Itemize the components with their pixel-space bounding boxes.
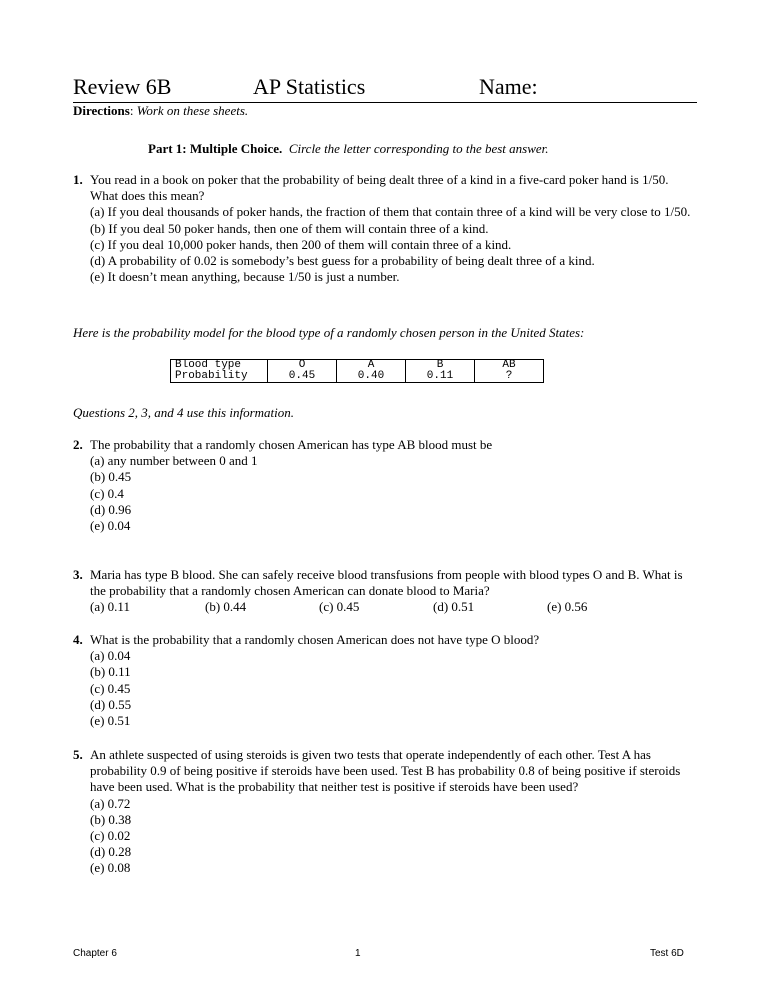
- footer-page-number: 1: [355, 948, 361, 959]
- review-title: Review 6B: [73, 74, 172, 99]
- choice-e[interactable]: (e) It doesn’t mean anything, because 1/50 is just a number.: [90, 269, 400, 285]
- choice-c[interactable]: (c) 0.02: [90, 828, 131, 844]
- choice-e[interactable]: (e) 0.56: [547, 599, 588, 615]
- course-title: AP Statistics: [253, 74, 366, 99]
- part1-heading: [148, 141, 549, 157]
- model-intro: Here is the probability model for the blood type of a randomly chosen person in the United States:: [73, 325, 585, 340]
- question-number: 5.: [73, 747, 83, 762]
- question-stem: Maria has type B blood. She can safely receive blood transfusions from people with blood types O and B. What is the probability that a randomly chosen American can donate blood to Maria?: [90, 567, 683, 599]
- choice-d[interactable]: (d) 0.28: [90, 844, 132, 860]
- question-number: 1.: [73, 172, 83, 187]
- type-b: B: [406, 360, 475, 372]
- prob-b: 0.11: [406, 371, 475, 383]
- choice-d[interactable]: (d) A probability of 0.02 is somebody’s best guess for a probability of being dealt three of a kind.: [90, 253, 595, 269]
- choice-a[interactable]: (a) any number between 0 and 1: [90, 453, 258, 469]
- choice-a[interactable]: (a) If you deal thousands of poker hands, the fraction of them that contain three of a kind will be very close to 1/50.: [90, 204, 691, 220]
- row-label-probability: Probability: [171, 371, 268, 383]
- question-number: 4.: [73, 632, 83, 647]
- questions-note: Questions 2, 3, and 4 use this information.: [73, 405, 295, 420]
- page-header: [73, 74, 697, 103]
- question-1: [73, 172, 693, 285]
- type-o: O: [268, 360, 337, 372]
- choice-d[interactable]: (d) 0.55: [90, 696, 132, 712]
- directions-text: Work on these sheets.: [136, 103, 249, 118]
- choice-c[interactable]: (c) If you deal 10,000 poker hands, then 200 of them will contain three of a kind.: [90, 236, 512, 252]
- choice-e[interactable]: (e) 0.51: [90, 713, 131, 729]
- question-number: 2.: [73, 437, 83, 452]
- type-ab: AB: [475, 360, 544, 372]
- prob-ab: ?: [475, 371, 544, 383]
- directions-label: Directions: [73, 103, 130, 118]
- inline-choice-row: [90, 599, 693, 615]
- choice-c[interactable]: (c) 0.45: [319, 599, 360, 615]
- choice-a[interactable]: (a) 0.04: [90, 648, 131, 664]
- choice-b[interactable]: (b) If you deal 50 poker hands, then one of them will contain three of a kind.: [90, 220, 489, 236]
- part1-instruction: Circle the letter corresponding to the best answer.: [288, 141, 549, 156]
- choice-b[interactable]: (b) 0.38: [90, 811, 132, 827]
- choice-d[interactable]: (d) 0.51: [433, 599, 475, 615]
- choice-b[interactable]: (b) 0.11: [90, 664, 131, 680]
- prob-a: 0.40: [337, 371, 406, 383]
- choice-e[interactable]: (e) 0.04: [90, 518, 131, 534]
- question-number: 3.: [73, 567, 83, 582]
- prob-o: 0.45: [268, 371, 337, 383]
- question-stem: You read in a book on poker that the probability of being dealt three of a kind in a five-card poker hand is 1/50. What does this mean?: [90, 172, 669, 204]
- question-4: [73, 632, 693, 729]
- choice-d[interactable]: (d) 0.96: [90, 501, 132, 517]
- choice-c[interactable]: (c) 0.4: [90, 485, 124, 501]
- footer-chapter: Chapter 6: [73, 948, 117, 959]
- row-label-blood-type: Blood type: [171, 360, 268, 372]
- directions: Directions: Work on these sheets.: [73, 103, 249, 118]
- question-5: [73, 747, 693, 877]
- question-stem: An athlete suspected of using steroids is given two tests that operate independently of each other. Test A has probability 0.9 of being positive if steroids have been used. Test B has probability 0.8 of being positive if steroids have been used. What is the probability that neither test is positive if steroids have been used?: [90, 747, 681, 795]
- choice-e[interactable]: (e) 0.08: [90, 860, 131, 876]
- part1-label: Part 1: Multiple Choice.: [148, 141, 283, 156]
- choice-b[interactable]: (b) 0.45: [90, 469, 132, 485]
- footer-test-id: Test 6D: [650, 948, 684, 959]
- question-3: [73, 567, 693, 615]
- choice-a[interactable]: (a) 0.11: [90, 599, 130, 615]
- choice-b[interactable]: (b) 0.44: [205, 599, 247, 615]
- type-a: A: [337, 360, 406, 372]
- question-2: [73, 437, 693, 534]
- blood-type-table: [170, 359, 544, 383]
- choice-c[interactable]: (c) 0.45: [90, 680, 131, 696]
- name-label: Name:: [479, 74, 538, 99]
- question-stem: The probability that a randomly chosen American has type AB blood must be: [90, 437, 493, 452]
- question-stem: What is the probability that a randomly chosen American does not have type O blood?: [90, 632, 540, 647]
- choice-a[interactable]: (a) 0.72: [90, 795, 131, 811]
